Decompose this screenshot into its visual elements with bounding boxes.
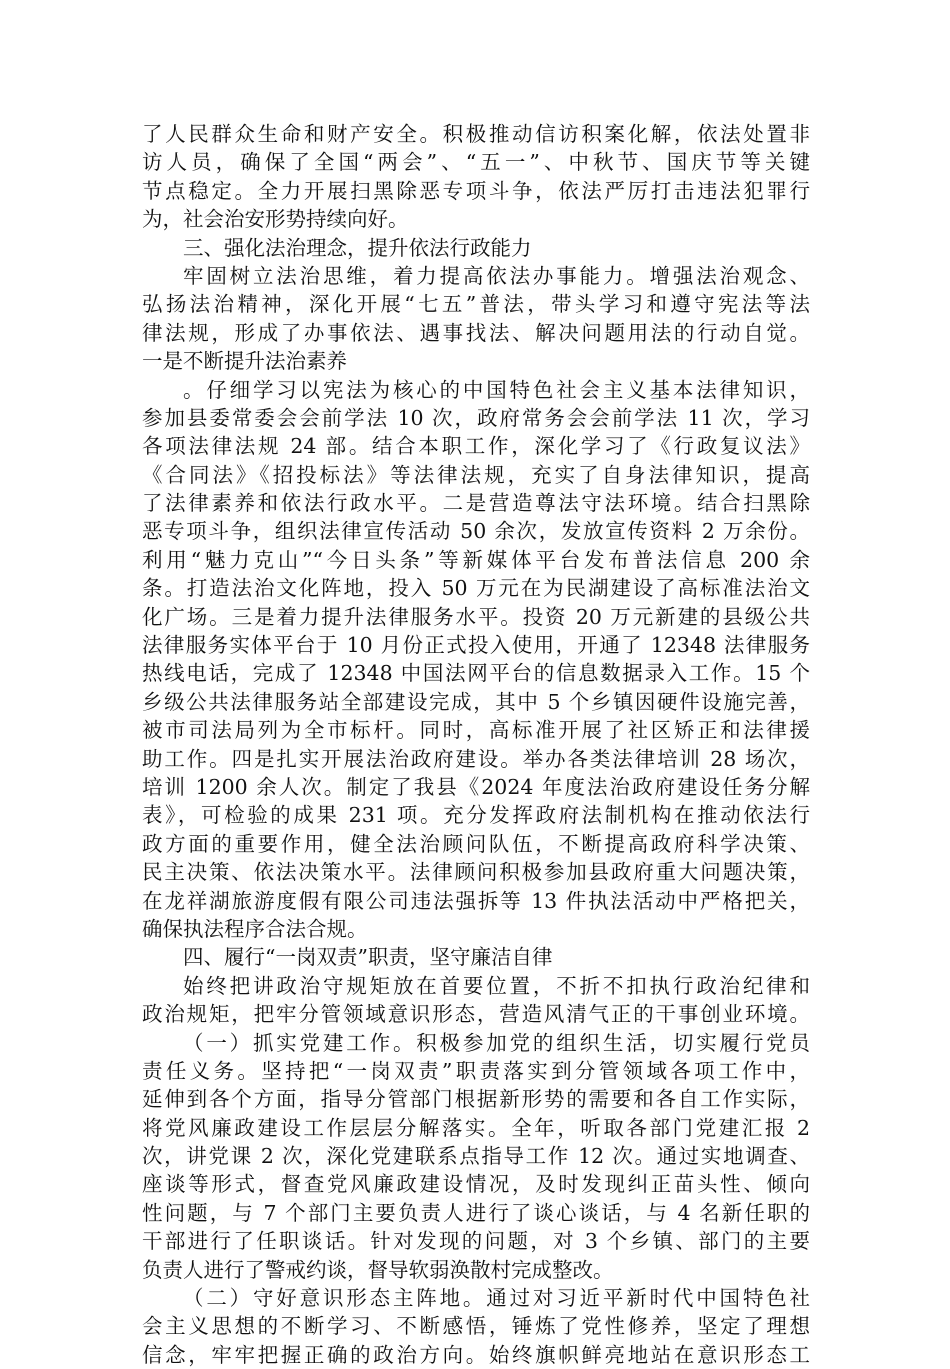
text-line: 化广场。三是着力提升法律服务水平。投资 20 万元新建的县级公共 [142,604,810,629]
text-line: 助工作。四是扎实开展法治政府建设。举办各类法律培训 28 场次， [142,746,810,771]
section-heading-line: 四、履行“一岗双责”职责，坚守廉洁自律 [183,945,553,970]
text-line: 牢固树立法治思维，着力提高依法办事能力。增强法治观念、 [183,263,810,288]
text-line: 弘扬法治精神，深化开展“七五”普法，带头学习和遵守宪法等法 [142,292,810,317]
text-line: 负责人进行了警戒约谈，督导软弱涣散村完成整改。 [142,1257,614,1282]
section-heading-line: 三、强化法治理念，提升依法行政能力 [183,235,532,260]
text-line: 一是不断提升法治素养 [142,349,347,374]
text-line: 干部进行了任职谈话。针对发现的问题，对 3 个乡镇、部门的主要 [142,1229,810,1254]
text-line: 访人员，确保了全国“两会”、“五一”、中秋节、国庆节等关键 [142,150,810,175]
text-line: 热线电话，完成了 12348 中国法网平台的信息数据录入工作。15 个 [142,661,810,686]
text-line: 恶专项斗争，组织法律宣传活动 50 余次，发放宣传资料 2 万余份。 [142,519,810,544]
text-line: 被市司法局列为全市标杆。同时，高标准开展了社区矫正和法律援 [142,718,810,743]
document-body [142,120,810,1369]
text-line: 乡级公共法律服务站全部建设完成，其中 5 个乡镇因硬件设施完善， [142,689,810,714]
text-line: 政方面的重要作用，健全法治顾问队伍，不断提高政府科学决策、 [142,831,810,856]
text-line: 了法律素养和依法行政水平。二是营造尊法守法环境。结合扫黑除 [142,491,810,516]
text-line: 参加县委常委会会前学法 10 次，政府常务会会前学法 11 次，学习 [142,405,810,430]
text-line: 各项法律法规 24 部。结合本职工作，深化学习了《行政复议法》 [142,434,810,459]
text-line: 信念，牢牢把握正确的政治方向。始终旗帜鲜亮地站在意识形态工 [142,1342,810,1367]
text-line: 延伸到各个方面，指导分管部门根据新形势的需要和各自工作实际， [142,1087,810,1112]
text-line: 条。打造法治文化阵地，投入 50 万元在为民湖建设了高标准法治文 [142,576,810,601]
text-line: 次，讲党课 2 次，深化党建联系点指导工作 12 次。通过实地调查、 [142,1144,810,1169]
text-line: 《合同法》《招投标法》等法律法规，充实了自身法律知识，提高 [142,462,810,487]
text-line: 表》，可检验的成果 231 项。充分发挥政府法制机构在推动依法行 [142,803,810,828]
text-line: 培训 1200 余人次。制定了我县《2024 年度法治政府建设任务分解 [142,774,810,799]
text-line: 将党风廉政建设工作层层分解落实。全年，听取各部门党建汇报 2 [142,1115,810,1140]
text-line: 律法规，形成了办事依法、遇事找法、解决问题用法的行动自觉。 [142,320,810,345]
text-line: 会主义思想的不断学习、不断感悟，锤炼了党性修养，坚定了理想 [142,1314,810,1339]
text-line: 确保执法程序合法合规。 [142,916,368,941]
text-line: 在龙祥湖旅游度假有限公司违法强拆等 13 件执法活动中严格把关， [142,888,810,913]
text-line: 始终把讲政治守规矩放在首要位置，不折不扣执行政治纪律和 [183,973,810,998]
text-line: 节点稳定。全力开展扫黑除恶专项斗争，依法严厉打击违法犯罪行 [142,178,810,203]
text-line: 座谈等形式，督查党风廉政建设情况，及时发现纠正苗头性、倾向 [142,1172,810,1197]
text-line: 法律服务实体平台于 10 月份正式投入使用，开通了 12348 法律服务 [142,633,810,658]
text-line: 责任义务。坚持把“一岗双责”职责落实到分管领域各项工作中， [142,1058,810,1083]
text-line: （二）守好意识形态主阵地。通过对习近平新时代中国特色社 [183,1286,810,1311]
text-line: 为，社会治安形势持续向好。 [142,207,409,232]
text-line: 利用“魅力克山”“今日头条”等新媒体平台发布普法信息 200 余 [142,547,810,572]
text-line: 性问题，与 7 个部门主要负责人进行了谈心谈话，与 4 名新任职的 [142,1200,810,1225]
text-line: 。仔细学习以宪法为核心的中国特色社会主义基本法律知识， [183,377,810,402]
text-line: 政治规矩，把牢分管领域意识形态，营造风清气正的干事创业环境。 [142,1002,810,1027]
text-line: 民主决策、依法决策水平。法律顾问积极参加县政府重大问题决策， [142,860,810,885]
text-line: 了人民群众生命和财产安全。积极推动信访积案化解，依法处置非 [142,122,810,146]
text-line: （一）抓实党建工作。积极参加党的组织生活，切实履行党员 [183,1030,810,1055]
